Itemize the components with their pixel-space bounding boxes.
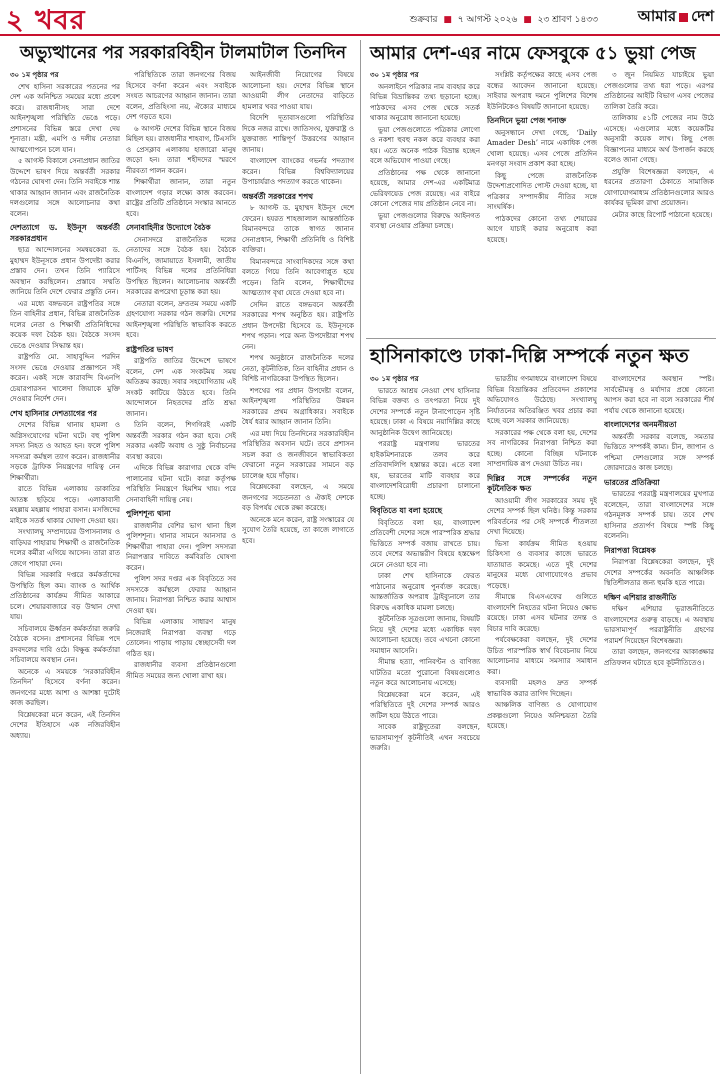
logo-square-icon: [679, 13, 688, 22]
article-1-column-2: পরিস্থিতিকে তারা জনগণের বিজয় হিসেবে বর্ণনা করেন এবং সবাইকে সংযত আচরণের আহ্বান জানান। তারা বলেন, প্রতিহিংসা নয়, ঐক্যের মাধ্যমে দেশ গড়তে হবে। ৬ আগস্ট দেশের বিভিন্ন স্থানে বিজয় মিছিল হয়। রাজধানীর শাহবাগ, টিএসসি ও প্রেসক্লাব এলাকায় হাজারো মানুষ জড়ো হন। তারা শহীদদের স্মরণে নীরবতা পালন করেন। শিক্ষার্থীরা জানান, তারা নতুন বাংলাদেশ গড়ার লক্ষ্যে কাজ করবেন। রাষ্ট্রের প্রতিটি প্রতিষ্ঠানে সংস্কার আনতে হবে। সেনাবাহিনীর উদ্যোগে বৈঠক সেনাসদরে রাজনৈতিক দলের নেতাদের সঙ্গে বৈঠক হয়। বৈঠকে বিএনপি, জামায়াতে ইসলামী, জাতীয় পার্টিসহ বিভিন্ন দলের প্রতিনিধিরা উপস্থিত ছিলেন। আলোচনায় অন্তর্বর্তী সরকারের রূপরেখা চূড়ান্ত করা হয়। নেতারা বলেন, দ্রুততম সময়ে একটি গ্রহণযোগ্য সরকার গঠন জরুরি। দেশের আইনশৃঙ্খলা পরিস্থিতি স্বাভাবিক করতে হবে। রাষ্ট্রপতির ভাষণ রাষ্ট্রপতি জাতির উদ্দেশে ভাষণে বলেন, দেশ এক সংকটময় সময় অতিক্রম করছে। সবার সহযোগিতায় এই সংকট কাটিয়ে উঠতে হবে। তিনি আন্দোলনে নিহতদের প্রতি শ্রদ্ধা জানান। তিনি বলেন, শিগগিরই একটি অন্তর্বর্তী সরকার গঠন করা হবে। সেই সরকার একটি অবাধ ও সুষ্ঠু নির্বাচনের ব্যবস্থা করবে। এদিকে বিভিন্ন কারাগার থেকে বন্দি পালানোর ঘটনা ঘটে। কারা কর্তৃপক্ষ পরিস্থিতি নিয়ন্ত্রণে হিমশিম খায়। পরে সেনাবাহিনী দায়িত্ব নেয়। পুলিশশূন্য থানা রাজধানীর বেশির ভাগ থানা ছিল পুলিশশূন্য। থানার সামনে আনসার ও শিক্ষার্থীরা পাহারা দেন। পুলিশ সদস্যরা নিরাপত্তার দাবিতে কর্মবিরতি ঘোষণা করেন। পুলিশ সদর দপ্তর এক বিবৃতিতে সব সদস্যকে কর্মস্থলে ফেরার আহ্বান জানায়। নিরাপত্তা নিশ্চিত করার আশ্বাস দেওয়া হয়। বিভিন্ন এলাকায় সাধারণ মানুষ নিজেরাই নিরাপত্তা ব্যবস্থা গড়ে তোলেন। পাড়ায় পাড়ায় স্বেচ্ছাসেবী দল গঠিত হয়। রাজধানীর ব্যবসা প্রতিষ্ঠানগুলো সীমিত সময়ের জন্য খোলা রাখা হয়।: [126, 71, 236, 680]
article-3-column-2: ভারতীয় গণমাধ্যমে বাংলাদেশ বিষয়ে বিভিন্ন বিভ্রান্তিকর প্রতিবেদন প্রকাশের অভিযোগও উঠেছে। সংখ্যালঘু নির্যাতনের অতিরঞ্জিত খবর প্রচার করা হচ্ছে বলে সরকার জানিয়েছে। সরকারের পক্ষ থেকে বলা হয়, দেশের সব নাগরিকের নিরাপত্তা নিশ্চিত করা হচ্ছে। কোনো বিচ্ছিন্ন ঘটনাকে সাম্প্রদায়িক রূপ দেওয়া উচিত নয়। দিল্লির সঙ্গে সম্পর্কের নতুন কূটনৈতিক ক্ষত আওয়ামী লীগ সরকারের সময় দুই দেশের সম্পর্ক ছিল ঘনিষ্ঠ। কিন্তু সরকার পরিবর্তনের পর সেই সম্পর্কে শীতলতা দেখা দিয়েছে। ভিসা কার্যক্রম সীমিত হওয়ায় চিকিৎসা ও ব্যবসার কাজে ভারতে যাতায়াত কমেছে। এতে দুই দেশের মানুষের মধ্যে যোগাযোগেও প্রভাব পড়েছে। সীমান্তে বিএসএফের গুলিতে বাংলাদেশি নিহতের ঘটনা নিয়েও ক্ষোভ রয়েছে। ঢাকা এসব ঘটনার তদন্ত ও বিচার দাবি করেছে। পর্যবেক্ষকেরা বলছেন, দুই দেশের উচিত পারস্পরিক স্বার্থ বিবেচনায় নিয়ে আলোচনার মাধ্যমে সমস্যার সমাধান করা। ব্যবসায়ী মহলও দ্রুত সম্পর্ক স্বাভাবিক করার তাগিদ দিচ্ছেন। আঞ্চলিক বাণিজ্য ও যোগাযোগ প্রকল্পগুলো নিয়েও অনিশ্চয়তা তৈরি হয়েছে।: [487, 375, 597, 730]
article-headline-1: অভ্যুত্থানের পর সরকারবিহীন টালমাটাল তিনদিন: [20, 43, 346, 63]
masthead: [0, 0, 720, 36]
article-subheading: বাংলাদেশের অনমনীয়তা: [604, 420, 677, 429]
article-3-column-1: ৩০ ১ম পৃষ্ঠার পর ভারতে আশ্রয় নেওয়া শেখ হাসিনার বিভিন্ন বক্তব্য ও তৎপরতা নিয়ে দুই দেশের সম্পর্কে নতুন টানাপোড়েন সৃষ্টি হয়েছে। ঢাকা এ বিষয়ে নয়াদিল্লির কাছে আনুষ্ঠানিক উদ্বেগ জানিয়েছে। পররাষ্ট্র মন্ত্রণালয় ভারতের হাইকমিশনারকে তলব করে প্রতিবাদলিপি হস্তান্তর করে। এতে বলা হয়, ভারতের মাটি ব্যবহার করে বাংলাদেশবিরোধী প্রচারণা চালানো হচ্ছে। বিবৃতিতে যা বলা হয়েছে বিবৃতিতে বলা হয়, বাংলাদেশ প্রতিবেশী দেশের সঙ্গে পারস্পরিক শ্রদ্ধার ভিত্তিতে সম্পর্ক বজায় রাখতে চায়। তবে দেশের অভ্যন্তরীণ বিষয়ে হস্তক্ষেপ মেনে নেওয়া হবে না। ঢাকা শেখ হাসিনাকে ফেরত পাঠানোর অনুরোধ পুনর্ব্যক্ত করেছে। আন্তর্জাতিক অপরাধ ট্রাইব্যুনালে তার বিরুদ্ধে একাধিক মামলা চলছে। কূটনৈতিক সূত্রগুলো জানায়, বিষয়টি নিয়ে দুই দেশের মধ্যে একাধিক দফা আলোচনা হয়েছে। তবে এখনো কোনো সমাধান আসেনি। সীমান্ত হত্যা, পানিবণ্টন ও বাণিজ্য ঘাটতির মতো পুরোনো বিষয়গুলোও নতুন করে আলোচনায় এসেছে। বিশ্লেষকেরা মনে করেন, এই পরিস্থিতিতে দুই দেশের সম্পর্ক আরও জটিল হয়ে উঠতে পারে। সাবেক রাষ্ট্রদূতেরা বলছেন, ভারসাম্যপূর্ণ কূটনীতিই এখন সবচেয়ে জরুরি।: [370, 374, 480, 752]
article-2-column-3: ৩ জুন নিয়মিত যাচাইয়ে ভুয়া পেজগুলোর তথ্য ধরা পড়ে। এরপর প্রতিষ্ঠানের আইটি বিভাগ এসব পেজের তালিকা তৈরি করে। তালিকায় ৫১টি পেজের নাম উঠে এসেছে। এগুলোর মধ্যে কয়েকটির অনুসারী কয়েক লাখ। কিছু পেজ বিজ্ঞাপনের মাধ্যমে অর্থ উপার্জন করছে বলেও জানা গেছে। প্রযুক্তি বিশেষজ্ঞরা বলছেন, এ ধরনের প্রতারণা ঠেকাতে সামাজিক যোগাযোগমাধ্যম প্রতিষ্ঠানগুলোর আরও কার্যকর ভূমিকা রাখা প্রয়োজন। মেটার কাছে রিপোর্ট পাঠানো হয়েছে।: [604, 71, 714, 219]
article-subheading: নিরাপত্তা বিশ্লেষক: [604, 545, 656, 555]
date-bengali: ২৩ শ্রাবণ ১৪৩৩: [537, 15, 598, 25]
article-subheading: তিনদিনে ভুয়া পেজ শনাক্ত: [487, 116, 567, 125]
article-dateline: ৩০ ১ম পৃষ্ঠার পর: [370, 70, 419, 79]
article-subheading: রাষ্ট্রপতির ভাষণ: [126, 344, 174, 354]
date-separator: ■: [523, 15, 532, 25]
logo-text-left: আমার: [637, 6, 677, 25]
article-subheading: বিবৃতিতে যা বলা হয়েছে: [370, 506, 443, 515]
article-3-column-3: বাংলাদেশের অবস্থান স্পষ্ট। সার্বভৌমত্ব ও মর্যাদার প্রশ্নে কোনো আপস করা হবে না বলে সরকারের শীর্ষ পর্যায় থেকে জানানো হয়েছে। বাংলাদেশের অনমনীয়তা অন্তর্বর্তী সরকার বলেছে, সমতার ভিত্তিতে সম্পর্কই কাম্য। চীন, জাপান ও পশ্চিমা দেশগুলোর সঙ্গে সম্পর্ক জোরদারেও কাজ চলছে। ভারতের প্রতিক্রিয়া ভারতের পররাষ্ট্র মন্ত্রণালয়ের মুখপাত্র বলেছেন, তারা বাংলাদেশের সঙ্গে গঠনমূলক সম্পর্ক চায়। তবে শেখ হাসিনার প্রত্যর্পণ বিষয়ে স্পষ্ট কিছু বলেননি। নিরাপত্তা বিশ্লেষক নিরাপত্তা বিশ্লেষকেরা বলছেন, দুই দেশের সম্পর্কের অবনতি আঞ্চলিক স্থিতিশীলতার জন্য হুমকি হতে পারে। দক্ষিণ এশিয়ার রাজনীতি দক্ষিণ এশিয়ার ভূরাজনীতিতে বাংলাদেশের গুরুত্ব বাড়ছে। এ অবস্থায় ভারসাম্যপূর্ণ পররাষ্ট্রনীতি গ্রহণের পরামর্শ দিয়েছেন বিশেষজ্ঞরা। তারা বলছেন, জনগণের আকাঙ্ক্ষার প্রতিফলন ঘটাতে হবে কূটনীতিতেও।: [604, 375, 714, 667]
article-subheading: দক্ষিণ এশিয়ার রাজনীতি: [604, 592, 677, 602]
article-dateline: ৩০ ১ম পৃষ্ঠার পর: [10, 70, 59, 79]
weekday: শুক্রবার: [409, 15, 438, 25]
article-subheading: ভারতের প্রতিক্রিয়া: [604, 477, 660, 487]
logo-text-right: দেশ: [691, 6, 714, 25]
article-subheading: সেনাবাহিনীর উদ্যোগে বৈঠক: [126, 223, 211, 232]
date-gregorian: ৭ আগস্ট ২০২৬: [457, 15, 518, 25]
article-1-column-3: আইনজীবী নিয়োগের বিষয়ে আলোচনা হয়। দেশের বিভিন্ন স্থানে আওয়ামী লীগ নেতাদের বাড়িতে হামলার খবর পাওয়া যায়। বিদেশি দূতাবাসগুলো পরিস্থিতির দিকে নজর রাখে। জাতিসংঘ, যুক্তরাষ্ট্র ও যুক্তরাজ্য শান্তিপূর্ণ উত্তরণের আহ্বান জানায়। বাংলাদেশ ব্যাংকের গভর্নর পদত্যাগ করেন। বিভিন্ন বিশ্ববিদ্যালয়ের উপাচার্যরাও পদত্যাগ করতে থাকেন। অন্তর্বর্তী সরকারের শপথ ৮ আগস্ট ড. মুহাম্মদ ইউনূস দেশে ফেরেন। হযরত শাহজালাল আন্তর্জাতিক বিমানবন্দরে তাকে স্বাগত জানান সেনাপ্রধান, শিক্ষার্থী প্রতিনিধি ও বিশিষ্ট ব্যক্তিরা। বিমানবন্দরে সাংবাদিকদের সঙ্গে কথা বলতে গিয়ে তিনি আবেগাপ্লুত হয়ে পড়েন। তিনি বলেন, শিক্ষার্থীদের আত্মত্যাগ বৃথা যেতে দেওয়া হবে না। সেদিন রাতে বঙ্গভবনে অন্তর্বর্তী সরকারের শপথ অনুষ্ঠিত হয়। রাষ্ট্রপতি প্রধান উপদেষ্টা হিসেবে ড. ইউনূসকে শপথ পড়ান। পরে অন্য উপদেষ্টারা শপথ নেন। শপথ অনুষ্ঠানে রাজনৈতিক দলের নেতা, কূটনীতিক, তিন বাহিনীর প্রধান ও বিশিষ্ট নাগরিকেরা উপস্থিত ছিলেন। শপথের পর প্রধান উপদেষ্টা বলেন, আইনশৃঙ্খলা পরিস্থিতির উন্নয়ন সরকারের প্রথম অগ্রাধিকার। সবাইকে ধৈর্য ধরার আহ্বান জানান তিনি। এর মধ্য দিয়ে তিনদিনের সরকারবিহীন পরিস্থিতির অবসান ঘটে। তবে প্রশাসন সচল করা ও জনজীবনে স্বাভাবিকতা ফেরানো নতুন সরকারের সামনে বড় চ্যালেঞ্জ হয়ে দাঁড়ায়। বিশ্লেষকেরা বলছেন, এ সময়ে জনগণের সচেতনতা ও ঐক্যই দেশকে বড় বিপর্যয় থেকে রক্ষা করেছে। অনেকে মনে করেন, রাষ্ট্র সংস্কারের যে সুযোগ তৈরি হয়েছে, তা কাজে লাগাতে হবে।: [242, 71, 354, 545]
column-divider: [360, 40, 361, 1074]
article-headline-3: হাসিনাকাণ্ডে ঢাকা-দিল্লি সম্পর্কে নতুন ক্ষত: [370, 345, 689, 367]
section-divider: [366, 338, 716, 339]
page-label: ২ খবর: [6, 5, 86, 36]
article-subheading: দিল্লির সঙ্গে সম্পর্কের নতুন কূটনৈতিক ক্ষত: [487, 473, 597, 493]
article-headline-2: আমার দেশ-এর নামে ফেসবুকে ৫১ ভুয়া পেজ: [370, 43, 696, 64]
article-2-column-2: সংশ্লিষ্ট কর্তৃপক্ষের কাছে এসব পেজ বন্ধের আবেদন জানানো হয়েছে। সাইবার অপরাধ দমনে পুলিশের বিশেষ ইউনিটকেও বিষয়টি জানানো হয়েছে। তিনদিনে ভুয়া পেজ শনাক্ত অনুসন্ধানে দেখা গেছে, ‘Daily Amader Desh’ নামে একাধিক পেজ খোলা হয়েছে। এসব পেজে প্রতিদিন মনগড়া সংবাদ প্রকাশ করা হচ্ছে। কিছু পেজে রাজনৈতিক উদ্দেশ্যপ্রণোদিত পোস্ট দেওয়া হচ্ছে, যা পত্রিকার সম্পাদকীয় নীতির সঙ্গে সাংঘর্ষিক। পাঠকদের কোনো তথ্য শেয়ারের আগে যাচাই করার অনুরোধ করা হয়েছে।: [487, 71, 597, 244]
article-subheading: পুলিশশূন্য থানা: [126, 509, 171, 518]
newspaper-logo: [638, 7, 714, 27]
article-subheading: অন্তর্বর্তী সরকারের শপথ: [242, 191, 313, 201]
article-2-column-1: ৩০ ১ম পৃষ্ঠার পর অনলাইনে পত্রিকার নাম ব্যবহার করে বিভিন্ন বিভ্রান্তিকর তথ্য ছড়ানো হচ্ছে। পাঠকদের এসব পেজ থেকে সতর্ক থাকার অনুরোধ জানানো হয়েছে। ভুয়া পেজগুলোতে পত্রিকার লোগো ও নকশা হুবহু নকল করে ব্যবহার করা হয়। এতে অনেক পাঠক বিভ্রান্ত হচ্ছেন বলে অভিযোগ পাওয়া গেছে। প্রতিষ্ঠানের পক্ষ থেকে জানানো হয়েছে, আমার দেশ-এর একটিমাত্র ভেরিফায়েড পেজ রয়েছে। এর বাইরে কোনো পেজের দায় প্রতিষ্ঠান নেবে না। ভুয়া পেজগুলোর বিরুদ্ধে আইনগত ব্যবস্থা নেওয়ার প্রক্রিয়া চলছে।: [370, 70, 480, 230]
article-dateline: ৩০ ১ম পৃষ্ঠার পর: [370, 374, 419, 383]
article-subheading: দেশত্যাগে ড. ইউনূস অন্তর্বর্তী সরকারপ্রধান: [10, 223, 120, 243]
article-subheading: শেখ হাসিনার দেশত্যাগের পর: [10, 408, 97, 418]
date-separator: ■: [443, 15, 452, 25]
issue-date: [410, 12, 598, 27]
article-1-column-1: ৩০ ১ম পৃষ্ঠার পর শেখ হাসিনা সরকারের পতনের পর দেশ এক অনিশ্চিত সময়ের মধ্যে প্রবেশ করে। রাজধানীসহ সারা দেশে আইনশৃঙ্খলা পরিস্থিতি ভেঙে পড়ে। প্রশাসনের বিভিন্ন স্তরে দেখা দেয় শূন্যতা। মন্ত্রী, এমপি ও দলীয় নেতারা আত্মগোপনে চলে যান। ৫ আগস্ট বিকালে সেনাপ্রধান জাতির উদ্দেশে ভাষণ দিয়ে অন্তর্বর্তী সরকার গঠনের ঘোষণা দেন। তিনি সবাইকে শান্ত থাকার আহ্বান জানান এবং রাজনৈতিক দলগুলোর সঙ্গে আলোচনার কথা বলেন। দেশত্যাগে ড. ইউনূস অন্তর্বর্তী সরকারপ্রধান ছাত্র আন্দোলনের সমন্বয়কেরা ড. মুহাম্মদ ইউনূসকে প্রধান উপদেষ্টা করার প্রস্তাব দেন। তখন তিনি প্যারিসে অবস্থান করছিলেন। প্রস্তাবে সম্মতি জানিয়ে তিনি দেশে ফেরার প্রস্তুতি নেন। এর মধ্যে বঙ্গভবনে রাষ্ট্রপতির সঙ্গে তিন বাহিনীর প্রধান, বিভিন্ন রাজনৈতিক দলের নেতা ও শিক্ষার্থী প্রতিনিধিদের কয়েক দফা বৈঠক হয়। বৈঠকে সংসদ ভেঙে দেওয়ার সিদ্ধান্ত হয়। রাষ্ট্রপতি মো. সাহাবুদ্দিন পরদিন সংসদ ভেঙে দেওয়ার প্রজ্ঞাপনে সই করেন। একই সঙ্গে কারাবন্দি বিএনপি চেয়ারপারসন খালেদা জিয়াকে মুক্তি দেওয়ার নির্দেশ দেন। শেখ হাসিনার দেশত্যাগের পর দেশের বিভিন্ন থানায় হামলা ও অগ্নিসংযোগের ঘটনা ঘটে। বহু পুলিশ সদস্য নিহত ও আহত হন। ফলে পুলিশ সদস্যরা কর্মস্থল ত্যাগ করেন। রাজধানীর সড়কে ট্রাফিক নিয়ন্ত্রণের দায়িত্ব নেন শিক্ষার্থীরা। রাতে বিভিন্ন এলাকায় ডাকাতির আতঙ্ক ছড়িয়ে পড়ে। এলাকাবাসী মহল্লায় মহল্লায় পাহারা বসান। মসজিদের মাইকে সতর্ক থাকার ঘোষণা দেওয়া হয়। সংখ্যালঘু সম্প্রদায়ের উপাসনালয় ও বাড়িঘর পাহারায় শিক্ষার্থী ও রাজনৈতিক দলের কর্মীরা এগিয়ে আসেন। তারা রাত জেগে পাহারা দেন। বিভিন্ন সরকারি দপ্তরে কর্মকর্তাদের উপস্থিতি ছিল কম। ব্যাংক ও আর্থিক প্রতিষ্ঠানের কার্যক্রম সীমিত আকারে চলে। শেয়ারবাজারে বড় উত্থান দেখা যায়। সচিবালয়ে ঊর্ধ্বতন কর্মকর্তারা জরুরি বৈঠকে বসেন। প্রশাসনের বিভিন্ন পদে রদবদলের দাবি ওঠে। বিক্ষুব্ধ কর্মকর্তারা সচিবালয়ে অবস্থান নেন। অনেকে এ সময়কে ‘সরকারবিহীন তিনদিন’ হিসেবে বর্ণনা করেন। জনগণের মধ্যে আশা ও আশঙ্কা দুটোই কাজ করছিল। বিশ্লেষকেরা মনে করেন, এই তিনদিন দেশের ইতিহাসে এক নজিরবিহীন অধ্যায়।: [10, 70, 120, 740]
